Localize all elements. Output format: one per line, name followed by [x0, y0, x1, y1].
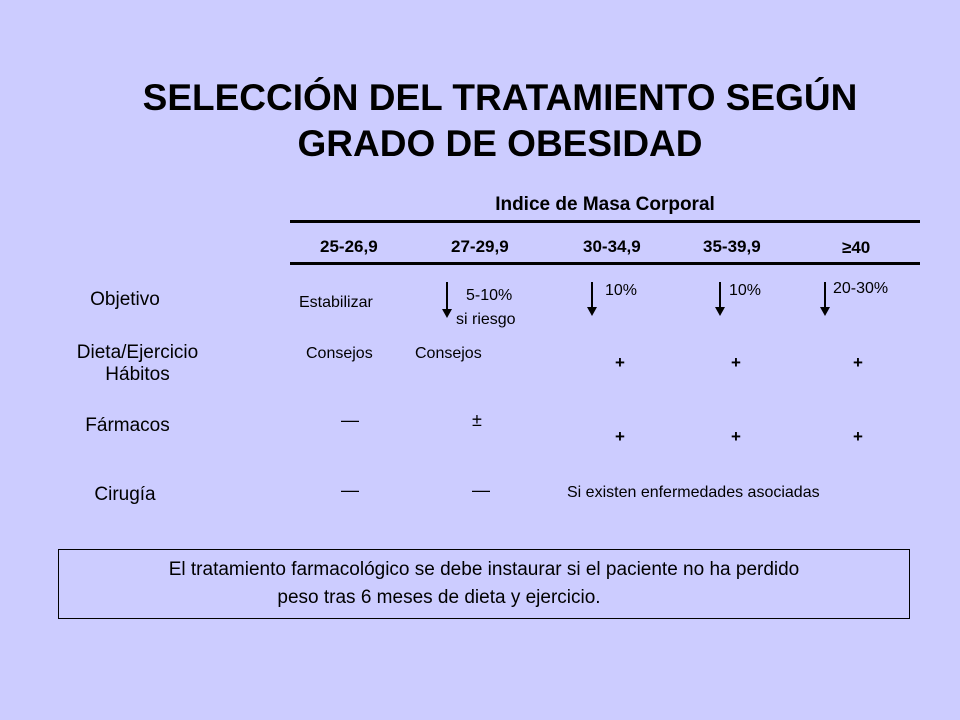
row-label-objetivo: Objetivo — [90, 289, 160, 310]
column-header-30: 30-34,9 — [583, 237, 641, 256]
down-arrowhead-icon — [442, 309, 452, 318]
down-arrowhead-icon — [820, 307, 830, 316]
farmacos-cell-plusminus: ± — [472, 410, 482, 430]
title-line-1: SELECCIÓN DEL TRATAMIENTO SEGÚN — [142, 77, 858, 118]
header-rule-top — [290, 220, 920, 223]
column-header-35: 35-39,9 — [703, 237, 761, 256]
farmacos-cell-plus-c: + — [853, 427, 863, 446]
objetivo-cell-stabilize: Estabilizar — [299, 294, 373, 311]
page-title — [80, 75, 920, 167]
objetivo-cell-5-10: 5-10% — [466, 287, 513, 304]
dieta-cell-plus-b: + — [731, 353, 741, 372]
objetivo-cell-10-b: 10% — [729, 282, 762, 299]
cirugia-cell-none-b: — — [472, 480, 490, 500]
column-header-27: 27-29,9 — [451, 237, 509, 256]
dieta-cell-plus-c: + — [853, 353, 863, 372]
down-arrow-icon — [446, 282, 448, 312]
cirugia-cell-associated: Si existen enfermedades asociadas — [567, 484, 820, 501]
down-arrowhead-icon — [587, 307, 597, 316]
note-line-2: peso tras 6 meses de dieta y ejercicio. — [277, 587, 601, 608]
bmi-heading: Indice de Masa Corporal — [495, 194, 715, 215]
row-label-dieta-line-1: Dieta/Ejercicio — [76, 342, 199, 363]
column-header-25: 25-26,9 — [320, 237, 378, 256]
down-arrow-icon — [824, 282, 826, 310]
column-header-40: ≥40 — [842, 238, 871, 257]
row-label-cirugia: Cirugía — [94, 484, 156, 505]
row-label-dieta — [50, 342, 225, 386]
header-rule-bottom — [290, 262, 920, 265]
dieta-cell-consejos-b: Consejos — [415, 345, 482, 362]
note-box — [58, 549, 910, 619]
dieta-cell-consejos-a: Consejos — [306, 345, 373, 362]
down-arrow-icon — [591, 282, 593, 310]
objetivo-cell-si-riesgo: si riesgo — [456, 311, 516, 328]
row-label-dieta-line-2: Hábitos — [105, 364, 170, 385]
dieta-cell-plus-a: + — [615, 353, 625, 372]
farmacos-cell-plus-a: + — [615, 427, 625, 446]
row-label-farmacos: Fármacos — [85, 415, 170, 436]
objetivo-cell-20-30: 20-30% — [833, 280, 889, 297]
down-arrowhead-icon — [715, 307, 725, 316]
note-line-1: El tratamiento farmacológico se debe instaurar si el paciente no ha perdido — [168, 559, 800, 580]
title-line-2: GRADO DE OBESIDAD — [297, 123, 703, 164]
down-arrow-icon — [719, 282, 721, 310]
objetivo-cell-10-a: 10% — [605, 282, 638, 299]
cirugia-cell-none-a: — — [341, 480, 359, 500]
farmacos-cell-plus-b: + — [731, 427, 741, 446]
farmacos-cell-none: — — [341, 410, 359, 430]
